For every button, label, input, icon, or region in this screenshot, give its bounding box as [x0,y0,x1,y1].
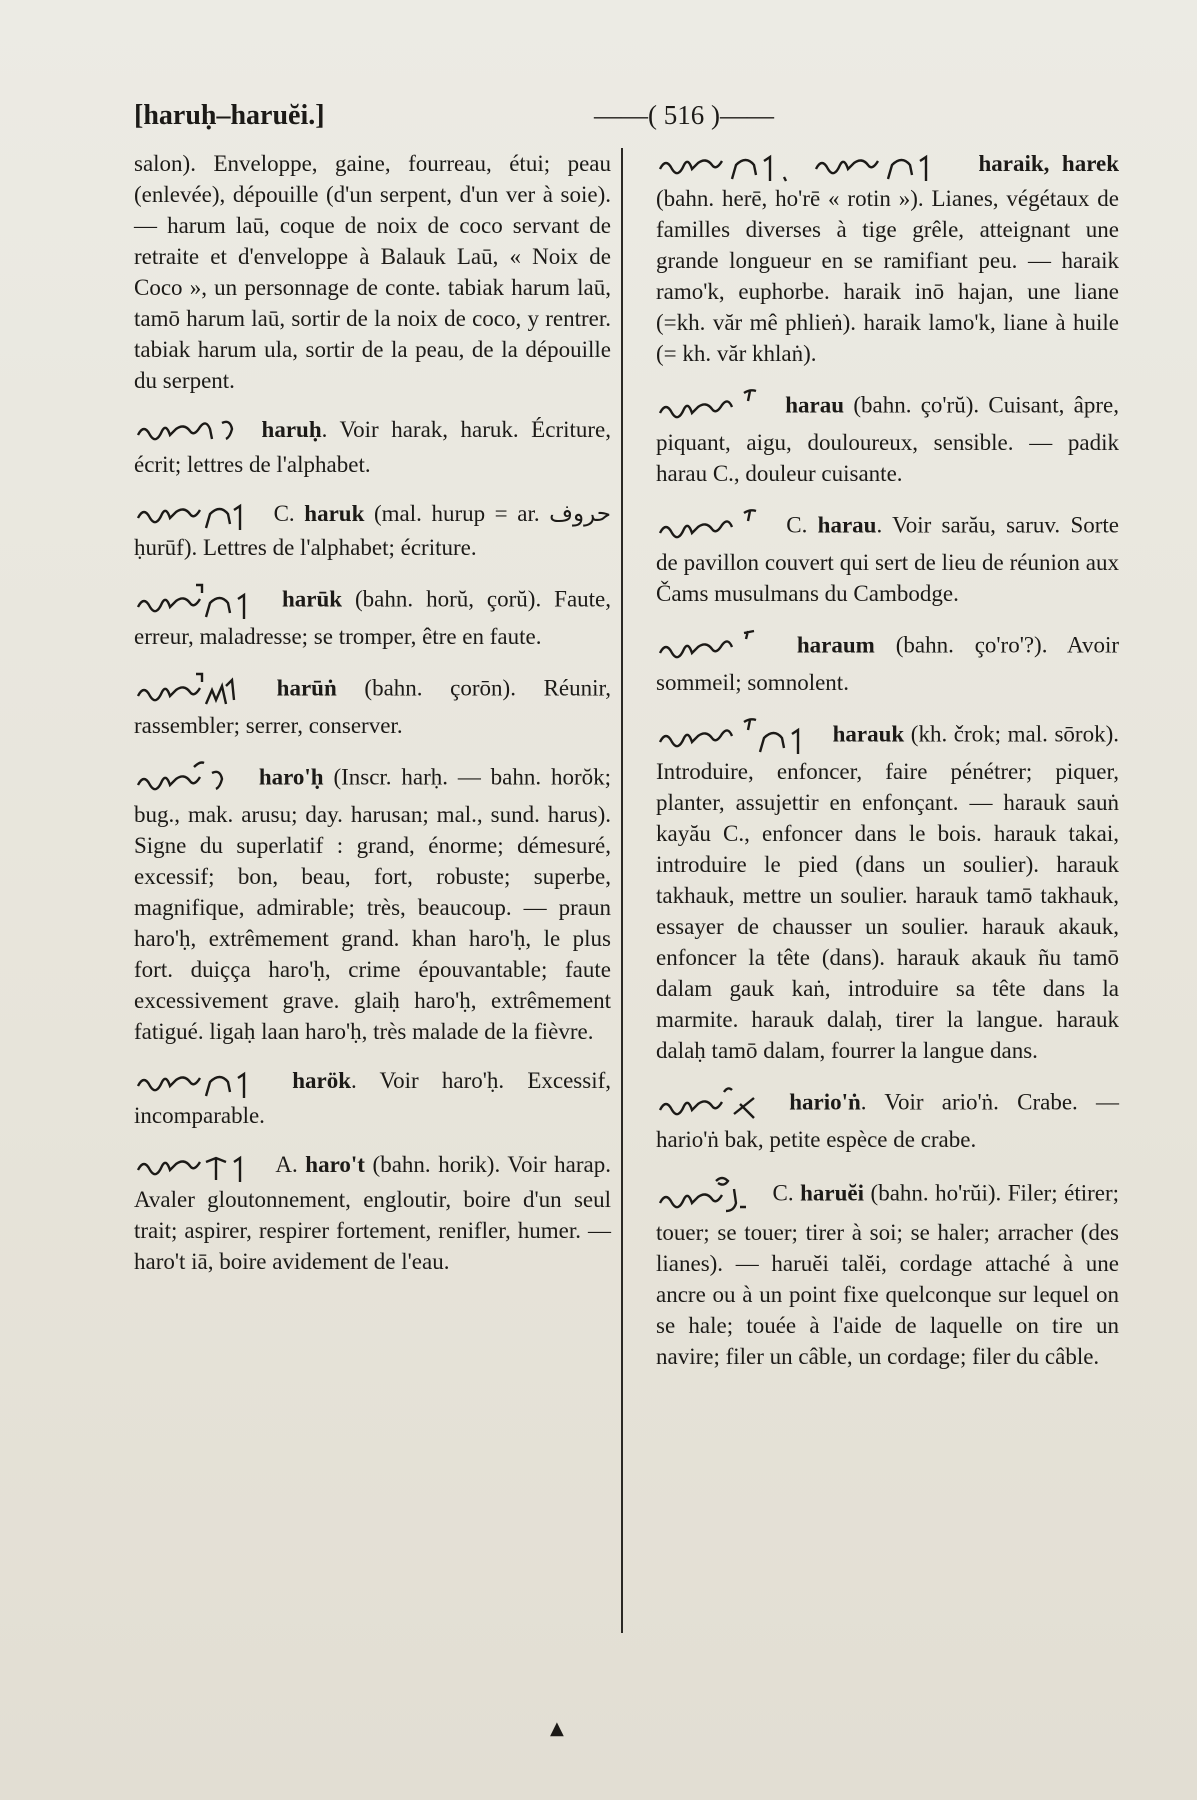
entry-text: (bahn. horŭ, çorŭ). Faute, erreur, maladresse; se tromper, être en faute. [134,586,612,650]
headword: harūk [281,586,343,612]
dictionary-entry [134,414,611,480]
headword: haruk [304,500,365,526]
headword: harau [817,512,877,537]
entry-text: . Voir sarău, saruv. Sorte de pavillon couvert qui sert de lieu de réunion aux Čams musulmans du Cambodge. [656,512,1119,606]
continued-entry [134,148,611,396]
label-prefix: C. [786,512,808,537]
dictionary-entry [656,148,1119,369]
dictionary-entry [656,1173,1119,1372]
headword: harök [292,1068,351,1094]
dictionary-entry [134,1065,611,1131]
entry-text: (bahn. ço'ro'?). Avoir sommeil; somnolent. [656,632,1120,695]
entry-text: (kh. črok; mal. sōrok). Introduire, enfoncer, faire pénétrer; piquer, planter, assujettir en enfonçant. — harauk sauṅ kayău C., enfoncer dans le bois. harauk takai, introduire le pied (dans un soulier). harauk takhauk, mettre un soulier. harauk tamō takhauk, essayer de chausser un soulier. harauk akauk, enfoncer la tête (dans). harauk akauk ñu tamō dalam gauk kaṅ, introduire sa tête dans la marmite. harauk dalaḥ, tirer la langue. harauk dalaḥ tamō dalam, fourrer la langue dans. [656,721,1119,1063]
cham-script-icon [134,415,239,449]
dictionary-entry [656,1084,1119,1155]
headword: harūṅ [276,675,337,701]
entry-text: . Voir harak, haruk. Écriture, écrit; lettres de l'alphabet. [134,417,612,477]
cham-script-icon [656,627,766,667]
headword: hario'ṅ [789,1089,861,1114]
label-prefix: A. [275,1152,298,1178]
dictionary-entry [656,627,1119,698]
printer-mark: ▲ [550,1718,564,1739]
column-divider [621,148,623,1633]
headword: harau [785,392,845,417]
entry-text: (bahn. herē, ho'rē « rotin »). Lianes, végétaux de familles diverses à tige grêle, atteignant une grande longueur en se ramifiant peu. — haraik ramo'k, euphorbe. haraik inō hajan, une liane (=kh. văr mê phlieṅ). haraik lamo'k, liane à huile (= kh. văr khlaṅ). [656,185,1119,366]
entry-text: (bahn. ho'rŭi). Filer; étirer; touer; se touer; tirer à soi; se haler; arracher (des lianes). — haruĕi talĕi, cordage attaché à une ancre ou à un point fixe quelconque sur lequel on se hale; touée à l'aide de laquelle on tire un navire; filer un câble, un cordage; filer du câble. [656,1180,1120,1369]
cham-script-icon [134,670,239,710]
entry-text: . Voir ario'ṅ. Crabe. — hario'ṅ bak, petite espèce de crabe. [656,1089,1119,1152]
cham-script-icon [656,507,766,547]
entry-text: (bahn. ço'rŭ). Cuisant, âpre, piquant, aigu, douloureux, sensible. — padik harau C., douleur cuisante. [656,392,1120,486]
dictionary-entry [134,759,611,1047]
right-column [656,148,1119,1390]
cham-script-icon [134,1150,259,1184]
entry-text: (mal. hurup = ar. حروف ḥurūf). Lettres de l'alphabet; écriture. [134,500,612,561]
cham-script-icon [656,1084,761,1124]
headword: haro't [305,1152,365,1178]
page-number: ——( 516 )—— [594,100,774,130]
entry-text: . Voir haro'ḥ. Excessif, incomparable. [134,1068,611,1129]
cham-script-icon [134,581,259,621]
headword: haro'ḥ [258,764,324,790]
dictionary-entry [656,507,1119,609]
entry-text: (bahn. çorōn). Réunir, rassembler; serrer, conserver. [134,675,612,739]
cham-script-icon [656,387,766,427]
headword: haraik, [978,151,1050,176]
left-column [134,148,611,1295]
dictionary-entry [134,581,611,652]
cham-script-icon [656,716,816,756]
headword: harauk [832,721,905,746]
dictionary-entry [134,670,611,741]
dictionary-entry [134,1149,611,1277]
entry-text: salon). Enveloppe, gaine, fourreau, étui; peau (enlevée), dépouille (d'un serpent, d'un ver à soie). — harum laū, coque de noix de coco servant de retraite et d'enveloppe à Balauk Laū, « Noix de Coco », un personnage de conte. tabiak harum laū, tamō harum laū, sortir de la noix de coco, y rentrer. tabiak harum ula, sortir de la peau, de la dépouille du serpent. [134,151,611,393]
cham-script-icon [134,759,239,799]
cham-script-icon [656,1173,756,1217]
entry-text: (Inscr. harḥ. — bahn. horŏk; bug., mak. arusu; day. harusan; mal., sund. harus). Signe du superlatif : grand, énorme; démesuré, excessif; bon, beau, fort, robuste; superbe, magnifique, admirable; très, beaucoup. — praun haro'ḥ, extrêmement grand. khan haro'ḥ, le plus fort. duiçça haro'ḥ, crime épouvantable; faute excessivement grave. glaiḥ haro'ḥ, extrêmement fatigué. ligaḥ laan haro'ḥ, très malade de la fièvre. [134,764,611,1045]
headword: haruḥ [261,417,322,442]
dictionary-entry [656,387,1119,489]
cham-script-icon [656,149,956,183]
dictionary-entry [656,716,1119,1066]
headword: haraum [796,632,875,657]
running-head-left: [haruḥ–haruĕi.] [134,100,325,131]
dictionary-entry [134,498,611,564]
entry-text: (bahn. horik). Voir harap. Avaler gloutonnement, engloutir, boire d'un seul trait; aspirer, respirer fortement, renifler, humer. — haro't iā, boire avidement de l'eau. [134,1152,611,1274]
headword-variant: harek [1061,151,1119,176]
label-prefix: C. [273,500,295,526]
running-head [134,100,1134,140]
headword: haruĕi [800,1180,865,1205]
cham-script-icon [134,1066,259,1100]
cham-script-icon [134,498,254,532]
label-prefix: C. [772,1180,794,1205]
